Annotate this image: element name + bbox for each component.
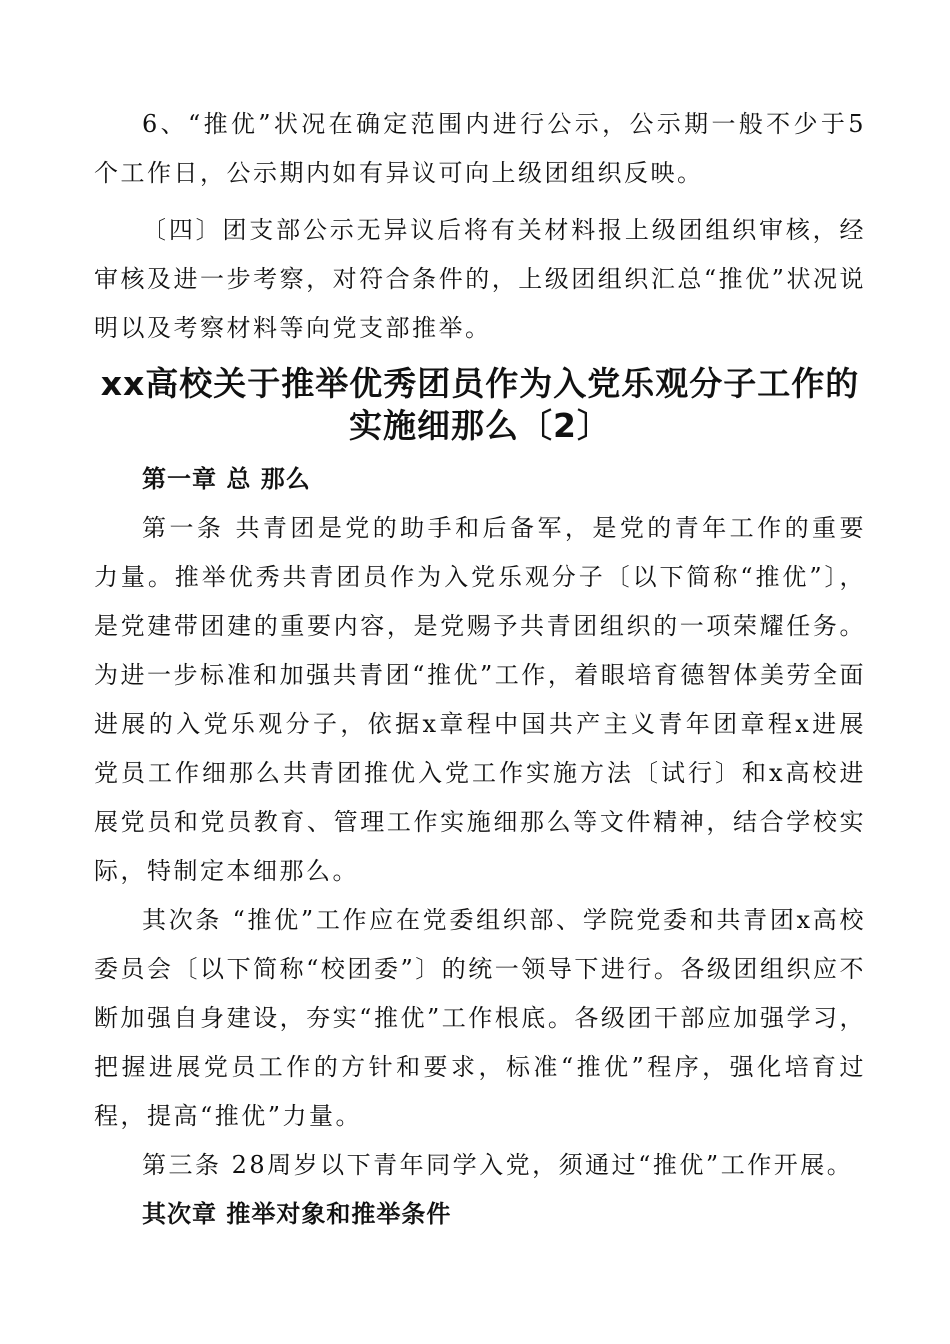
article-1: 第一条 共青团是党的助手和后备军，是党的青年工作的重要力量。推举优秀共青团员作为入党乐观分子〔以下简称“推优”〕，是党建带团建的重要内容，是党赐予共青团组织的一项荣耀任务。为进一步标准和加强共青团“推优”工作，着眼培育德智体美劳全面进展的入党乐观分子，依据x章程中国共产主义青年团章程x进展党员工作细那么共青团推优入党工作实施方法〔试行〕和x高校进展党员和党员教育、管理工作实施细那么等文件精神，结合学校实际，特制定本细那么。 (94, 514, 866, 885)
paragraph-review: 〔四〕团支部公示无异议后将有关材料报上级团组织审核，经审核及进一步考察，对符合条件的，上级团组织汇总“推优”状况说明以及考察材料等向党支部推举。 (94, 216, 866, 342)
article-2: 其次条 “推优”工作应在党委组织部、学院党委和共青团x高校委员会〔以下简称“校团委”〕的统一领导下进行。各级团组织应不断加强自身建设，夯实“推优”工作根底。各级团干部应加强学习，把握进展党员工作的方针和要求，标准“推优”程序，强化培育过程，提高“推优”力量。 (94, 906, 866, 1130)
chapter-heading-2: 其次章 推举对象和推举条件 (142, 1200, 452, 1228)
article-3: 第三条 28周岁以下青年同学入党，须通过“推优”工作开展。 (142, 1151, 854, 1179)
document-title: xx高校关于推举优秀团员作为入党乐观分子工作的实施细那么〔2〕 (100, 364, 860, 445)
paragraph-publicity: 6、“推优”状况在确定范围内进行公示，公示期一般不少于5个工作日，公示期内如有异议可向上级团组织反映。 (94, 110, 866, 187)
chapter-heading-1: 第一章 总 那么 (142, 465, 311, 493)
document-page (94, 100, 866, 1239)
